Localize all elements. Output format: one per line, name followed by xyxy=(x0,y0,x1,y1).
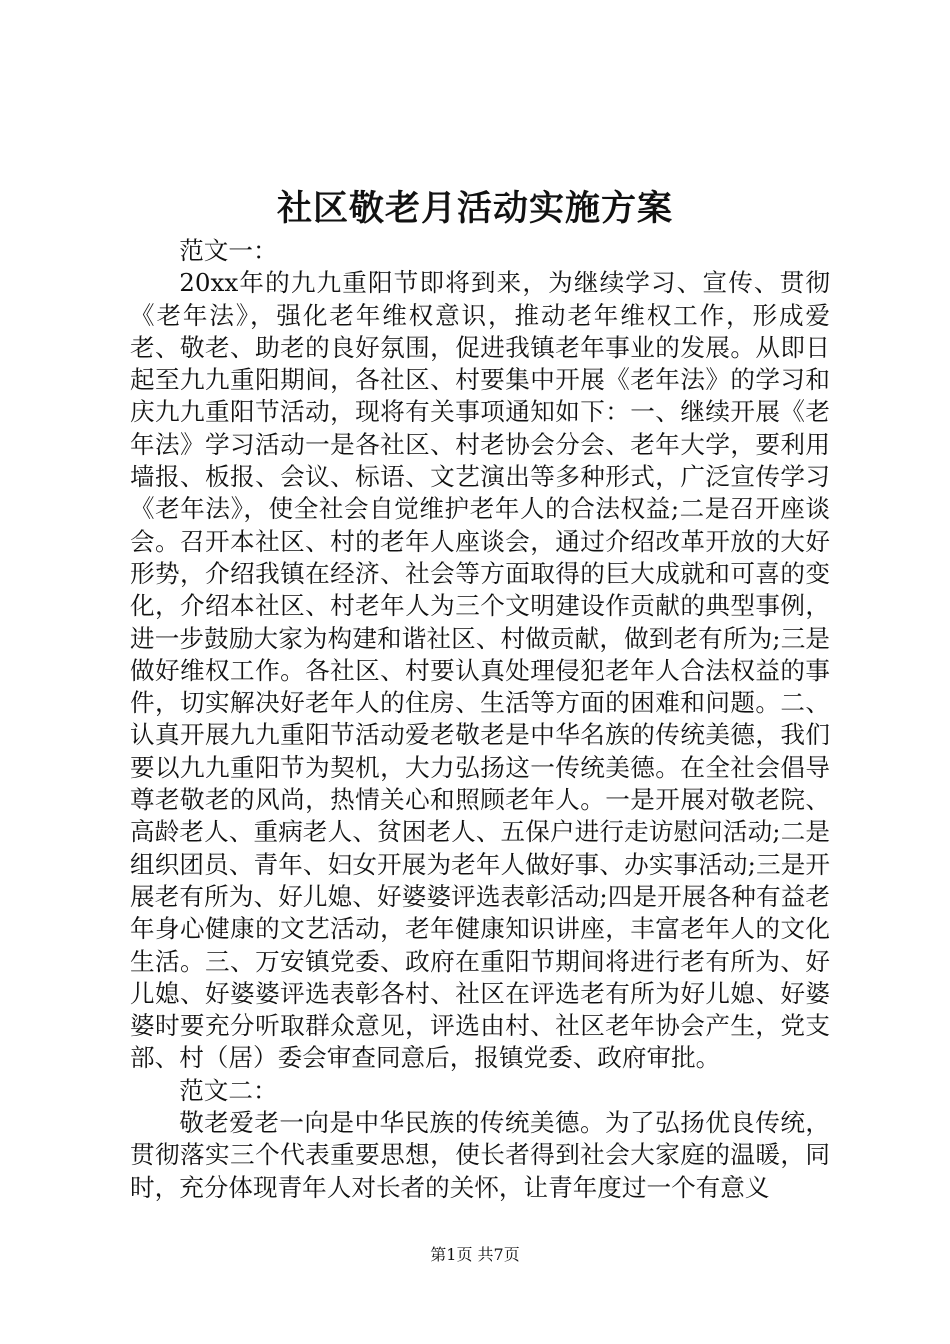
body-paragraph-2: 敬老爱老一向是中华民族的传统美德。为了弘扬优良传统，贯彻落实三个代表重要思想，使长者得到社会大家庭的温暖，同时，充分体现青年人对长者的关怀，让青年度过一个有意义 xyxy=(130,1108,830,1202)
body-paragraph-1: 20xx年的九九重阳节即将到来，为继续学习、宣传、贯彻《老年法》，强化老年维权意识，推动老年维权工作，形成爱老、敬老、助老的良好氛围，促进我镇老年事业的发展。从即日起至九九重阳期间，各社区、村要集中开展《老年法》的学习和庆九九重阳节活动，现将有关事项通知如下：一、继续开展《老年法》学习活动一是各社区、村老协会分会、老年大学，要利用墙报、板报、会议、标语、文艺演出等多种形式，广泛宣传学习《老年法》，使全社会自觉维护老年人的合法权益;二是召开座谈会。召开本社区、村的老年人座谈会，通过介绍改革开放的大好形势，介绍我镇在经济、社会等方面取得的巨大成就和可喜的变化，介绍本社区、村老年人为三个文明建设作贡献的典型事例，进一步鼓励大家为构建和谐社区、村做贡献，做到老有所为;三是做好维权工作。各社区、村要认真处理侵犯老年人合法权益的事件，切实解决好老年人的住房、生活等方面的困难和问题。二、认真开展九九重阳节活动爱老敬老是中华名族的传统美德，我们要以九九重阳节为契机，大力弘扬这一传统美德。在全社会倡导尊老敬老的风尚，热情关心和照顾老年人。一是开展对敬老院、高龄老人、重病老人、贫困老人、五保户进行走访慰问活动;二是组织团员、青年、妇女开展为老年人做好事、办实事活动;三是开展老有所为、好儿媳、好婆婆评选表彰活动;四是开展各种有益老年身心健康的文艺活动，老年健康知识讲座，丰富老年人的文化生活。三、万安镇党委、政府在重阳节期间将进行老有所为、好儿媳、好婆婆评选表彰各村、社区在评选老有所为好儿媳、好婆婆时要充分听取群众意见，评选由村、社区老年协会产生，党支部、村（居）委会审查同意后，报镇党委、政府审批。 xyxy=(130,268,830,1073)
document-title: 社区敬老月活动实施方案 xyxy=(276,188,673,229)
document-body xyxy=(130,235,830,1204)
page-footer: 第1页 共7页 xyxy=(430,1245,520,1264)
section-heading-2: 范文二： xyxy=(179,1075,278,1105)
section-heading-1: 范文一： xyxy=(179,236,278,265)
